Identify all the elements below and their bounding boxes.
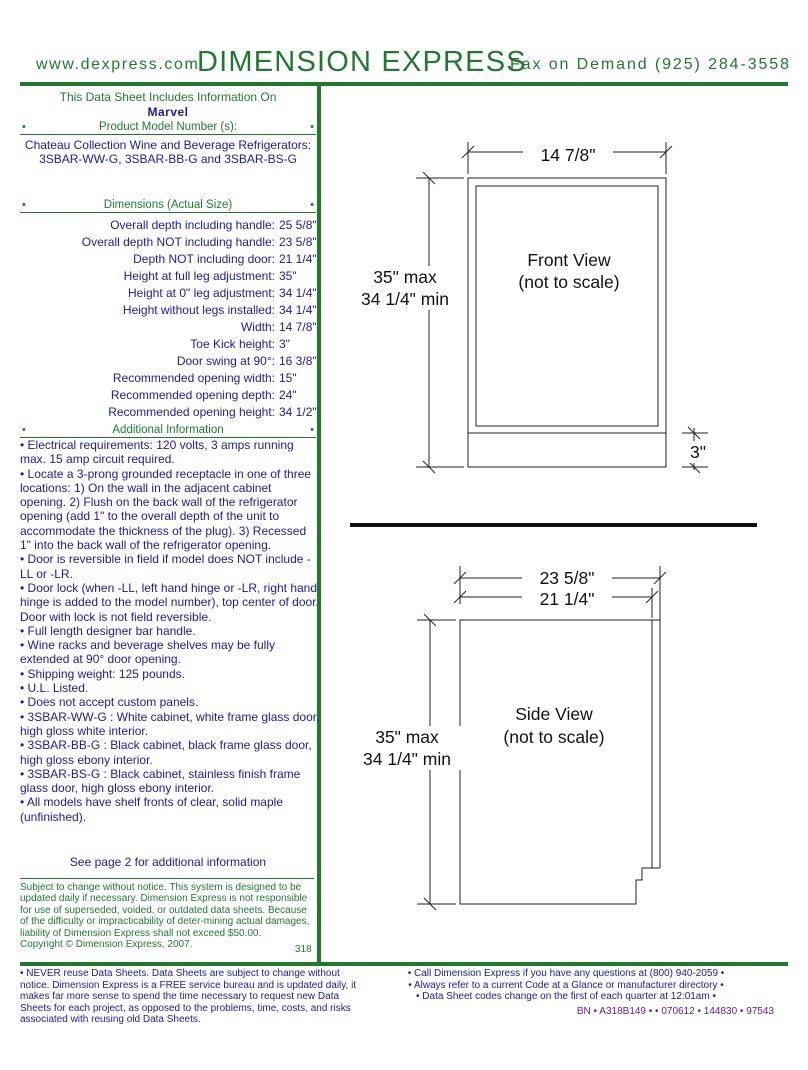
side-height-max-label: 35" max [352,726,462,748]
side-cabinet-outline [460,620,652,904]
dimension-label: Height without legs installed: [122,303,275,317]
disclaimer-text: Subject to change without notice. This system is designed to be updated daily if necessary. Dimension Express is not responsible for use of superseded, voided, or outdated data sheets. Because of the difficulty or impracticability of deter-mining actual damages, liability of Dimension Express shall not exceed $50.00. [20,882,310,939]
dimension-label: Overall depth including handle: [110,218,275,232]
heading-bullet-left: • [22,121,26,133]
intro-line: This Data Sheet Includes Information On [59,90,277,104]
footer-reuse-warning: • NEVER reuse Data Sheets. Data Sheets are subject to change without notice. Dimension Express is a FREE service bureau and is updated daily, it makes far more sense to spend the time necessary to request new Data Sheets for each project, as opposed to the problems, time, costs, and risks associated with reusing old Data Sheets. [20,968,357,1026]
front-outer-outline [468,178,666,467]
dimension-label: Recommended opening height: [108,405,275,419]
page-number: 318 [295,944,312,955]
side-height-min-label: 34 1/4" min [352,748,462,770]
front-view-subtitle: (not to scale) [518,272,620,292]
product-heading-label: Product Model Number (s): [98,121,238,133]
side-overall-depth-label: 23 5/8" [522,567,612,589]
product-line-2: 3SBAR-WW-G, 3SBAR-BB-G and 3SBAR-BS-G [39,152,297,166]
brand-name: Marvel [147,105,189,119]
dimension-value: 14 7/8" [279,320,317,334]
dimension-value: 34 1/2" [279,405,317,419]
dimension-value: 15" [279,371,297,385]
dimension-value: 23 5/8" [279,235,317,249]
datasheet-codes: BN • A318B149 • • 070612 • 144830 • 97543 [576,1006,774,1017]
side-view-title: Side View [515,704,593,724]
dimension-value: 34 1/4" [279,303,317,317]
front-view-title: Front View [527,250,611,270]
heading-bullet-left: • [22,424,26,436]
see-page-note: See page 2 for additional information [69,855,267,869]
front-width-label: 14 7/8" [523,144,613,166]
dimension-value: 24" [279,388,297,402]
dimension-label: Toe Kick height: [190,337,275,351]
front-height-min-label: 34 1/4" min [350,288,460,310]
info-item: • 3SBAR-BB-G : Black cabinet, black frame glass door, high gloss ebony interior. [20,738,312,767]
website-url: www.dexpress.com [36,56,200,73]
info-item: • Door is reversible in field if model does NOT include -LL or -LR. [20,552,311,581]
dimension-value: 16 3/8" [279,354,317,368]
dimension-label: Door swing at 90°: [176,354,275,368]
dimension-value: 25 5/8" [279,218,317,232]
dimension-label: Overall depth NOT including handle: [81,235,275,249]
footer-contact-notes [396,968,736,1003]
fax-on-demand: Fax on Demand (925) 284-3558 [510,56,791,73]
dimension-value: 34 1/4" [279,286,317,300]
info-item: • Electrical requirements: 120 volts, 3 amps running max. 15 amp circuit required. [20,438,294,467]
info-item: • Full length designer bar handle. [20,623,196,638]
dimension-label: Width: [240,320,275,334]
dimension-value: 35" [279,269,297,283]
toe-kick-label: 3" [683,441,713,463]
dimensions-heading-label: Dimensions (Actual Size) [103,199,233,211]
view-separator [350,523,757,527]
footer-note: • Always refer to a current Code at a Glance or manufacturer directory • [408,979,724,991]
info-item: • Locate a 3-prong grounded receptacle in one of three locations: 1) On the wall in the adjacent cabinet opening. 2) Flush on the back wall of the refrigerator opening (add 1" to the overall depth of the unit to accommodate the thickness of the plug). 3) Recessed 1" into the back wall of the refrigerator opening. [20,466,312,553]
dimension-label: Depth NOT including door: [133,252,275,266]
product-line-1: Chateau Collection Wine and Beverage Refrigerators: [24,138,312,152]
info-item: • U.L. Listed. [20,681,89,696]
dimension-label: Height at 0" leg adjustment: [127,286,275,300]
info-item: • Wine racks and beverage shelves may be fully extended at 90° door opening. [20,638,275,667]
info-item: • Does not accept custom panels. [20,695,199,710]
side-body-depth-label: 21 1/4" [522,588,612,610]
heading-bullet-left: • [22,199,26,211]
dimension-value: 21 1/4" [279,252,317,266]
copyright: Copyright © Dimension Express, 2007. [20,939,193,951]
dimension-label: Height at full leg adjustment: [123,269,275,283]
info-item: • All models have shelf fronts of clear, solid maple (unfinished). [20,795,283,824]
side-view-subtitle: (not to scale) [503,727,605,747]
front-door-panel [476,186,658,426]
info-item: • 3SBAR-BS-G : Black cabinet, stainless finish frame glass door, high gloss ebony interior. [20,766,301,796]
heading-bullet-right: • [310,121,314,133]
footer-note: • Call Dimension Express if you have any questions at (800) 940-2059 • [407,968,725,979]
front-height-max-label: 35" max [350,266,460,288]
info-item: • Door lock (when -LL, left hand hinge or -LR, right hand hinge is added to the model number), top center of door. Door with lock is not field reversible. [20,580,319,624]
heading-bullet-right: • [310,424,314,436]
info-item: • 3SBAR-WW-G : White cabinet, white frame glass door, high gloss white interior. [20,709,320,738]
heading-bullet-right: • [310,199,314,211]
dimension-value: 3" [279,337,290,351]
info-item: • Shipping weight: 125 pounds. [20,666,185,681]
additional-heading-label: Additional Information [112,424,224,436]
footer-note: • Data Sheet codes change on the first of each quarter at 12:01am • [416,991,716,1003]
dimension-label: Recommended opening depth: [110,388,275,402]
dimension-label: Recommended opening width: [112,371,275,385]
brand-title: DIMENSION EXPRESS [197,46,527,78]
